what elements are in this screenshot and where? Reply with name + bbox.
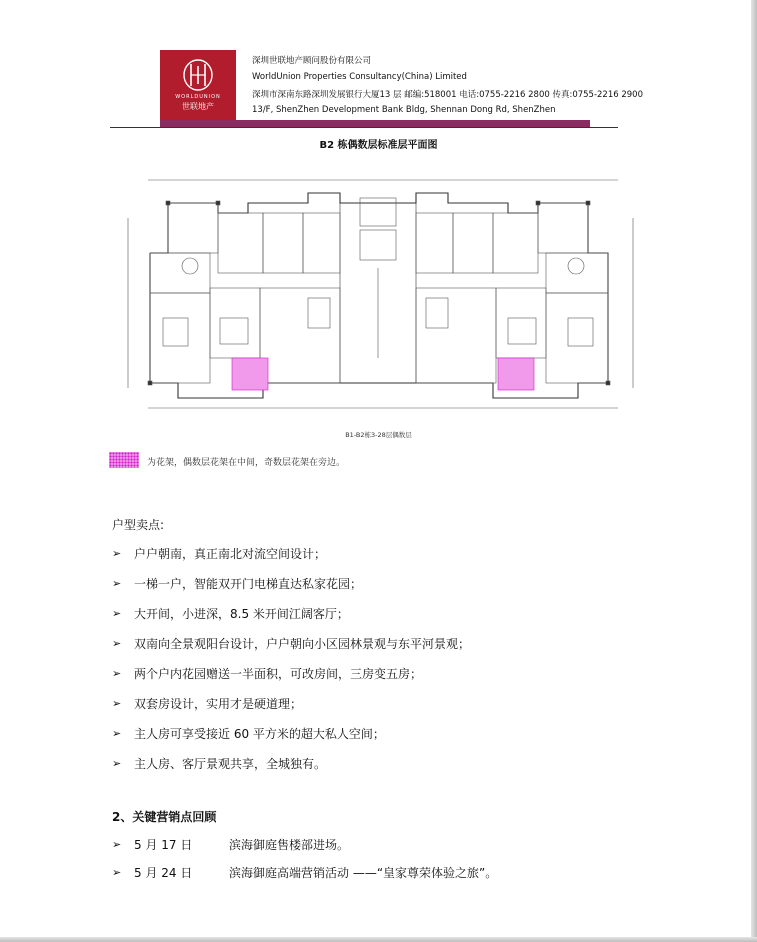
selling-points-list xyxy=(112,538,470,778)
marketing-events-list xyxy=(112,830,497,886)
company-address-cn: 深圳市深南东路深圳发展银行大厦13 层 邮编:518001 电话:0755-2216 2800 传真:0755-2216 2900 xyxy=(252,90,643,100)
floorplan-title: B2 栋偶数层标准层平面图 xyxy=(319,140,438,151)
logo-english-text: WORLDUNION xyxy=(175,94,221,100)
list-item xyxy=(112,688,470,718)
logo-emblem-icon xyxy=(181,58,215,92)
list-item xyxy=(112,628,470,658)
list-item-text: 一梯一户，智能双开门电梯直达私家花园； xyxy=(134,576,363,591)
arrow-bullet-icon: ➢ xyxy=(112,726,122,740)
marketing-heading: 2、关键营销点回顾 xyxy=(112,810,217,824)
page-shadow-bottom xyxy=(0,937,757,942)
list-item xyxy=(112,658,470,688)
company-name-en: WorldUnion Properties Consultancy(China) Limited xyxy=(252,72,467,82)
list-item-text: 两个户内花园赠送一半面积，可改房间，三房变五房； xyxy=(134,666,423,681)
arrow-bullet-icon: ➢ xyxy=(112,546,122,560)
event-row xyxy=(112,830,497,858)
legend-text: 为花架，偶数层花架在中间，奇数层花架在旁边。 xyxy=(147,458,346,468)
event-text: 滨海御庭售楼部进场。 xyxy=(229,837,350,852)
list-item-text: 主人房可享受接近 60 平方米的超大私人空间； xyxy=(134,726,385,741)
arrow-bullet-icon: ➢ xyxy=(112,606,122,620)
arrow-bullet-icon: ➢ xyxy=(112,576,122,590)
list-item-text: 双套房设计，实用才是硬道理； xyxy=(134,696,303,711)
arrow-bullet-icon: ➢ xyxy=(112,756,122,770)
event-row xyxy=(112,858,497,886)
event-date: 5 月 17 日 xyxy=(134,837,193,852)
company-name-cn: 深圳世联地产顾问股份有限公司 xyxy=(252,56,372,66)
list-item xyxy=(112,748,470,778)
letterhead xyxy=(160,50,643,122)
list-item xyxy=(112,718,470,748)
flower-frame-right xyxy=(498,358,534,390)
list-item-text: 户户朝南，真正南北对流空间设计； xyxy=(134,546,327,561)
list-item-text: 双南向全景观阳台设计，户户朝向小区园林景观与东平河景观； xyxy=(134,636,471,651)
arrow-bullet-icon: ➢ xyxy=(112,837,122,851)
flower-frame-left xyxy=(232,358,268,390)
floorplan-caption: B1-B2栋3-28层偶数层 xyxy=(345,431,412,439)
company-logo xyxy=(160,50,236,120)
list-item-text: 大开间，小进深，8.5 米开间江阔客厅； xyxy=(134,606,349,621)
flower-frame-legend-swatch xyxy=(109,452,139,468)
floor-plan-drawing xyxy=(108,158,648,448)
arrow-bullet-icon: ➢ xyxy=(112,696,122,710)
logo-chinese-text: 世联地产 xyxy=(182,102,214,111)
event-text: 滨海御庭高端营销活动 ——“皇家尊荣体验之旅”。 xyxy=(229,865,498,880)
list-item xyxy=(112,568,470,598)
selling-points-label: 户型卖点: xyxy=(112,518,165,532)
arrow-bullet-icon: ➢ xyxy=(112,666,122,680)
arrow-bullet-icon: ➢ xyxy=(112,865,122,879)
event-date: 5 月 24 日 xyxy=(134,865,193,880)
page-shadow-right xyxy=(751,0,757,942)
list-item xyxy=(112,598,470,628)
arrow-bullet-icon: ➢ xyxy=(112,636,122,650)
list-item-text: 主人房、客厅景观共享，全城独有。 xyxy=(134,756,327,771)
list-item xyxy=(112,538,470,568)
header-divider xyxy=(110,127,618,128)
company-address-en: 13/F, ShenZhen Development Bank Bldg, Shennan Dong Rd, ShenZhen xyxy=(252,105,556,115)
